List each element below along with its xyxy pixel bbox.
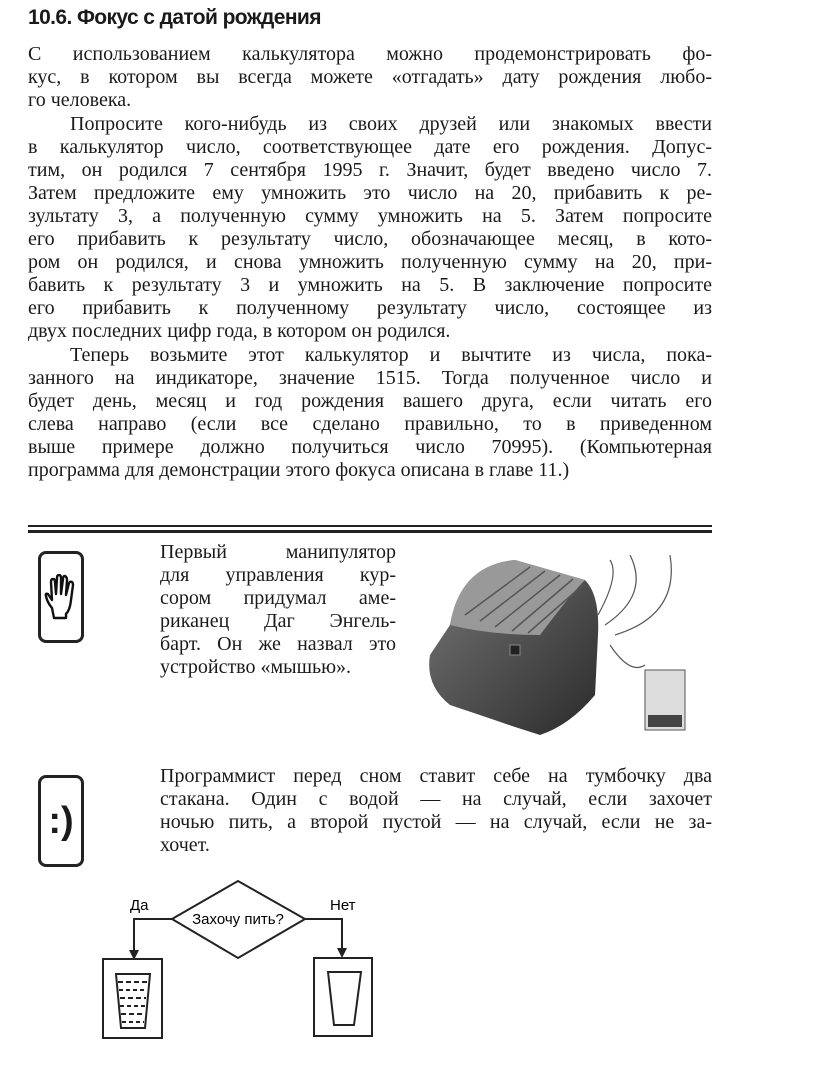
text-line: занного на индикаторе, значение 1515. Тогда полученное число и (28, 367, 712, 389)
text-line: его прибавить к полученному результату число, состоящее из (28, 297, 712, 319)
text-line: зультату 3, а полученную сумму умножить на 5. Затем попросите (28, 205, 712, 227)
text-line: в калькулятор число, соответствующее дате его рождения. Допус- (28, 136, 712, 158)
mouse-fact-text (160, 541, 396, 679)
section-title: 10.6. Фокус с датой рождения (28, 6, 321, 29)
text-line: риканец Даг Энгель- (160, 610, 396, 632)
yes-label: Да (130, 897, 149, 914)
text-line: устройство «мышью». (160, 656, 352, 678)
no-arrowhead (337, 948, 347, 958)
hand-icon-box (38, 551, 84, 643)
text-line: Попросите кого-нибудь из своих друзей или знакомых ввести (70, 113, 712, 135)
divider-rule (28, 525, 712, 527)
text-line: Теперь возьмите этот калькулятор и вычтите из числа, пока- (70, 344, 712, 366)
text-line: сором придумал аме- (160, 587, 396, 609)
yes-branch-line (134, 919, 172, 952)
text-line: слева направо (если все сделано правильно, то в приведенном (28, 413, 712, 435)
paragraph-result (28, 344, 712, 482)
first-mouse-photo (420, 555, 715, 740)
text-line: двух последних цифр года, в котором он родился. (28, 320, 451, 342)
text-line: ночью пить, а второй пустой — на случай, если не за- (160, 811, 712, 833)
hand-icon (44, 574, 78, 620)
text-line: для управления кур- (160, 564, 396, 586)
text-line: его прибавить к результату число, обозначающее месяц, в кото- (28, 228, 712, 250)
text-line: барт. Он же назвал это (160, 633, 396, 655)
text-line: выше примере должно получиться число 70995). (Компьютерная (28, 436, 712, 458)
text-line: го человека. (28, 89, 132, 111)
no-label: Нет (330, 897, 356, 914)
smiley-icon-box (38, 775, 84, 867)
divider-rule (28, 530, 712, 533)
decision-question: Захочу пить? (192, 911, 284, 928)
text-line: будет день, месяц и год рождения вашего друга, если читать его (28, 390, 712, 412)
paragraph-intro (28, 43, 712, 112)
text-line: С использованием калькулятора можно продемонстрировать фо- (28, 43, 712, 65)
text-line: кус, в котором вы всегда можете «отгадать» дату рождения любо- (28, 66, 712, 88)
text-line: стакана. Один с водой — на случай, если захочет (160, 788, 712, 810)
text-line: Программист перед сном ставит себе на тумбочку два (160, 765, 712, 787)
text-line: программа для демонстрации этого фокуса описана в главе 11.) (28, 459, 570, 481)
paragraph-instructions (28, 113, 712, 343)
joke-text (160, 765, 712, 857)
flowchart (0, 870, 816, 1076)
text-line: Первый манипулятор (160, 541, 396, 563)
smiley-icon: :) (48, 799, 74, 842)
empty-glass-icon (328, 972, 361, 1025)
no-branch-line (305, 919, 342, 950)
text-line: бавить к результату 3 и умножить на 5. В заключение попросите (28, 274, 712, 296)
text-line: Затем предложите ему умножить это число на 20, прибавить к ре- (28, 182, 712, 204)
text-line: хочет. (160, 834, 210, 856)
text-line: ром он родился, и снова умножить полученную сумму на 20, при- (28, 251, 712, 273)
text-line: тим, он родился 7 сентября 1995 г. Значит, будет введено число 7. (28, 159, 712, 181)
